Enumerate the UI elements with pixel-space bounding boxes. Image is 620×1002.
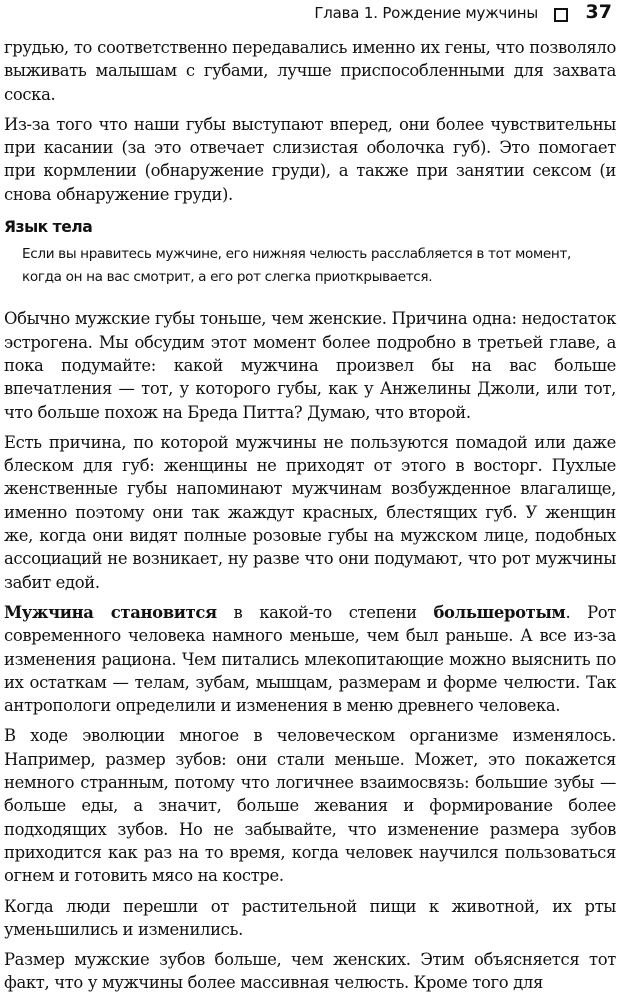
paragraph: грудью, то соответственно передавались именно их гены, что позволяло выживать малышам с губами, лучше приспособленными для захвата соска. xyxy=(4,38,616,104)
text-span: . Рот современного человека намного меньше, чем был раньше. А все из-за изменения рациона. Чем питались млекопитающие можно выяснить по их остаткам — телам, зубам, мышцам, размерам и форме челюсти. Так антропологи определили и изменения в меню древнего человека. xyxy=(4,602,616,716)
page-number: 37 xyxy=(585,1,612,23)
square-bullet-icon xyxy=(554,8,568,22)
text-span: в какой-то степени xyxy=(216,602,434,622)
paragraph: Из-за того что наши губы выступают вперед, они более чувствительны при касании (за это отвечает слизистая оболочка губ). Это помогает при кормлении (обнаружение груди), а также при занятии сексом (и снова обнаружение груди). xyxy=(4,114,616,204)
paragraph: Когда люди перешли от растительной пищи к животной, их рты уменьшились и изменились. xyxy=(4,896,616,939)
tip-text: Если вы нравитесь мужчине, его нижняя челюсть расслабляется в тот момент, когда он на вас смотрит, а его рот слегка приоткрывается. xyxy=(22,246,571,286)
paragraph xyxy=(4,601,616,717)
chapter-title: Глава 1. Рождение мужчины xyxy=(314,4,538,22)
bold-phrase: Мужчина становится xyxy=(4,602,217,622)
running-header xyxy=(0,0,620,30)
paragraph: Есть причина, по которой мужчины не пользуются помадой или даже блеском для губ: женщины не приходят от этого в восторг. Пухлые женственные губы напоминают мужчинам возбужденное влагалище, именно поэтому они так жаждут красных, блестящих губ. У женщин же, когда они видят полные розовые губы на мужском лице, подобных ассоциаций не возникает, ну разве что они подумают, что рот мужчины забит едой. xyxy=(4,432,616,592)
paragraph: Обычно мужские губы тоньше, чем женские. Причина одна: недостаток эстрогена. Мы обсудим этот момент более подробно в третьей главе, а пока подумайте: какой мужчина произвел бы на вас больше впечатления — тот, у которого губы, как у Анжелины Джоли, или тот, что больше похож на Бреда Питта? Думаю, что второй. xyxy=(4,309,616,422)
bold-word: большеротым xyxy=(433,602,566,622)
paragraph: В ходе эволюции многое в человеческом организме изменялось. Например, размер зубов: они стали меньше. Может, это покажется немного странным, потому что логичнее взаимосвязь: большие зубы — больше еды, а значит, больше жевания и формирование более подходящих зубов. Но не забывайте, что изменение размера зубов приходится как раз на то время, когда человек научился пользоваться огнем и готовить мясо на костре. xyxy=(4,726,616,886)
page-body xyxy=(4,36,616,1002)
tip-heading: Язык тела xyxy=(4,218,93,237)
paragraph: Размер мужские зубов больше, чем женских. Этим объясняется тот факт, что у мужчины более массивная челюсть. Кроме того для xyxy=(4,950,616,993)
